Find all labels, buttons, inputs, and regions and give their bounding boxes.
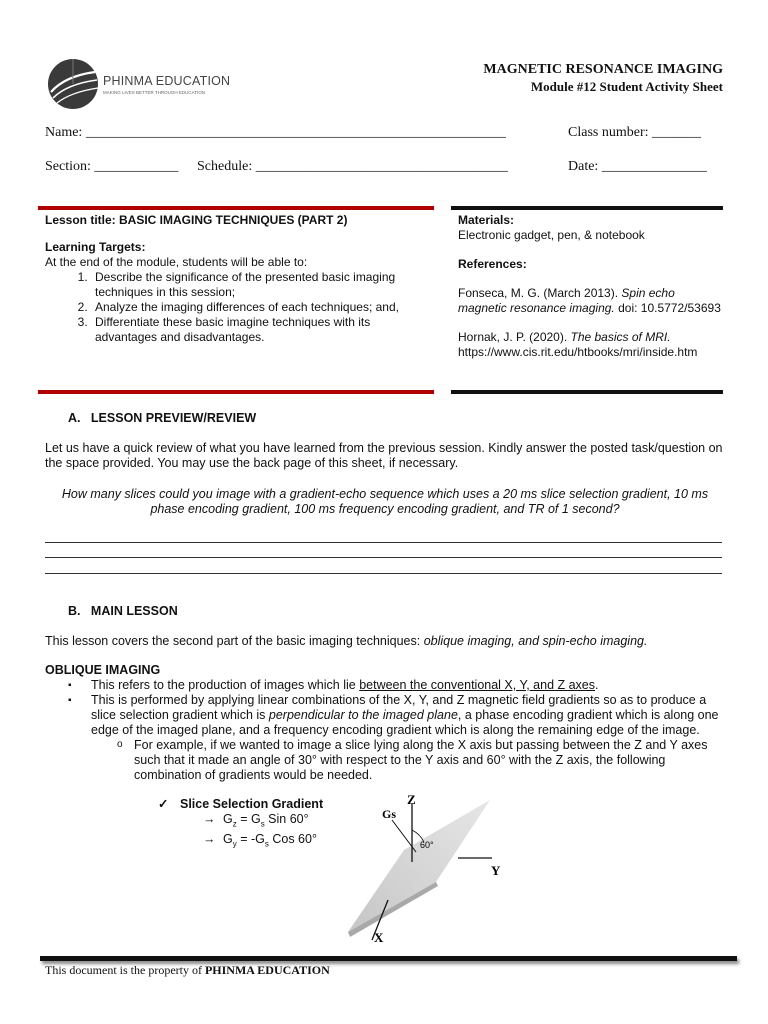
class-number-blank[interactable]: _______	[652, 125, 701, 140]
arrow-icon: →	[203, 812, 216, 826]
lesson-title: Lesson title: BASIC IMAGING TECHNIQUES (PART 2)	[45, 213, 348, 227]
materials-box	[458, 213, 723, 360]
sub-bullet-text: For example, if we wanted to image a slice lying along the X axis but passing between the Z and Y axes such that it made an angle of 30° with respect to the Y axis and 60° with the Z axis, the following combination of gradients would be needed.	[134, 738, 708, 782]
oblique-plane	[348, 800, 490, 932]
learning-targets-intro: At the end of the module, students will be able to:	[45, 255, 308, 269]
materials-bottom-rule	[451, 390, 723, 394]
reference-2-url[interactable]: https://www.cis.rit.edu/htbooks/mri/inside.htm	[458, 345, 698, 359]
learning-targets-heading: Learning Targets:	[45, 240, 146, 254]
x-axis-label: X	[374, 930, 384, 945]
materials-text: Electronic gadget, pen, & notebook	[458, 228, 645, 242]
materials-top-rule	[451, 206, 723, 210]
bullet-underlined: between the conventional X, Y, and Z axes	[359, 678, 596, 692]
schedule-label: Schedule:	[197, 159, 253, 174]
z-axis-label: Z	[407, 792, 416, 807]
reference-2-author: Hornak, J. P. (2020).	[458, 330, 571, 344]
list-item	[45, 678, 725, 693]
bullet-italic: perpendicular to the imaged plane	[268, 708, 458, 722]
section-b-heading: B. MAIN LESSON	[68, 604, 178, 618]
section-a-intro: Let us have a quick review of what you have learned from the previous session. Kindly answer the posted task/question on the space provided. You may use the back page of this sheet, if necessary.	[45, 441, 723, 470]
section-blank[interactable]: ____________	[94, 159, 179, 174]
arrow-icon: →	[203, 831, 216, 846]
bullet-end: .	[595, 678, 599, 692]
reference-1-title: Spin echo magnetic resonance imaging.	[458, 286, 675, 315]
date-field[interactable]	[568, 159, 707, 175]
schedule-blank[interactable]: ____________________________________	[255, 159, 508, 174]
slice-selection-block	[158, 797, 358, 851]
section-b-intro-topics: oblique imaging, and spin-echo imaging.	[423, 634, 648, 648]
list-item	[45, 693, 725, 783]
footer-brand: PHINMA EDUCATION	[204, 963, 330, 977]
lesson-bottom-rule	[38, 390, 434, 394]
course-title: MAGNETIC RESONANCE IMAGING	[483, 62, 723, 77]
lesson-top-rule	[38, 206, 434, 210]
schedule-field[interactable]	[197, 159, 508, 175]
reference-2-title: The basics of MRI.	[570, 330, 671, 344]
list-item: 1. Describe the significance of the presented basic imaging techniques in this session;	[91, 270, 430, 300]
section-b-intro	[45, 634, 725, 649]
footer-property-text: This document is the property of	[45, 963, 205, 977]
equation-1-text: $G_z = G_s$ Sin 60°	[223, 812, 309, 829]
y-axis-label: Y	[491, 863, 501, 878]
section-b-intro-text: This lesson covers the second part of the basic imaging techniques:	[45, 634, 424, 648]
answer-line-1[interactable]	[45, 542, 722, 543]
reference-1-doi: doi: 10.5772/53693	[614, 301, 721, 315]
logo-name: PHINMA EDUCATION	[103, 74, 231, 88]
answer-line-3[interactable]	[45, 573, 722, 574]
oblique-plane-diagram	[340, 782, 520, 950]
review-question: How many slices could you image with a gradient-echo sequence which uses a 20 ms slice selection gradient, 10 ms phase encoding gradient, 100 ms frequency encoding gradient, and TR of 1 second?	[61, 487, 709, 516]
reference-1-author: Fonseca, M. G. (March 2013).	[458, 286, 622, 300]
reference-1	[458, 286, 723, 316]
slice-selection-title: Slice Selection Gradient	[180, 797, 324, 811]
class-number-field[interactable]	[568, 125, 701, 141]
list-item: 2. Analyze the imaging differences of each techniques; and,	[91, 300, 430, 315]
logo	[45, 58, 235, 110]
slice-selection-heading	[158, 797, 358, 812]
date-blank[interactable]: _______________	[601, 159, 707, 174]
lesson-box	[45, 213, 430, 345]
class-number-label: Class number:	[568, 125, 649, 140]
footer-text	[45, 963, 330, 978]
list-item: 3. Differentiate these basic imagine techniques with its advantages and disadvantages.	[91, 315, 430, 345]
bullet-text: This is performed by applying linear combinations of the X, Y, and Z magnetic field gradients so as to produce a slice selection gradient which is	[91, 693, 707, 722]
gs-label: Gs	[382, 807, 397, 821]
answer-line-2[interactable]	[45, 557, 722, 558]
angle-label: 60°	[420, 840, 434, 850]
footer-rule	[40, 956, 737, 961]
reference-2	[458, 330, 723, 360]
name-field[interactable]	[45, 125, 506, 141]
oblique-imaging-bullets	[45, 678, 725, 783]
equation-2-text: $G_y = -G_s$ Cos 60°	[223, 831, 317, 848]
materials-heading: Materials:	[458, 213, 515, 227]
date-label: Date:	[568, 159, 599, 174]
name-label: Name:	[45, 125, 83, 140]
logo-tagline: MAKING LIVES BETTER THROUGH EDUCATION	[103, 90, 206, 95]
name-blank[interactable]: ____________________________________________________________	[85, 125, 506, 140]
section-label: Section:	[45, 159, 91, 174]
oblique-imaging-heading: OBLIQUE IMAGING	[45, 663, 161, 677]
learning-targets-list	[45, 270, 430, 345]
equation-1	[158, 812, 358, 832]
check-icon: ✓	[158, 797, 169, 811]
section-a-heading: A. LESSON PREVIEW/REVIEW	[68, 411, 257, 425]
module-title: Module #12 Student Activity Sheet	[530, 79, 723, 94]
phinma-logo-icon	[45, 58, 101, 110]
bullet-text: This refers to the production of images which lie	[91, 678, 360, 692]
section-field[interactable]	[45, 159, 178, 175]
equation-2	[158, 832, 358, 852]
bullet-text-end: , a phase encoding gradient which is along one edge of the imaged plane, and a frequency encoding gradient which is along the remaining edge of the image.	[91, 708, 719, 737]
sub-list-item	[91, 738, 725, 783]
references-heading: References:	[458, 257, 527, 271]
